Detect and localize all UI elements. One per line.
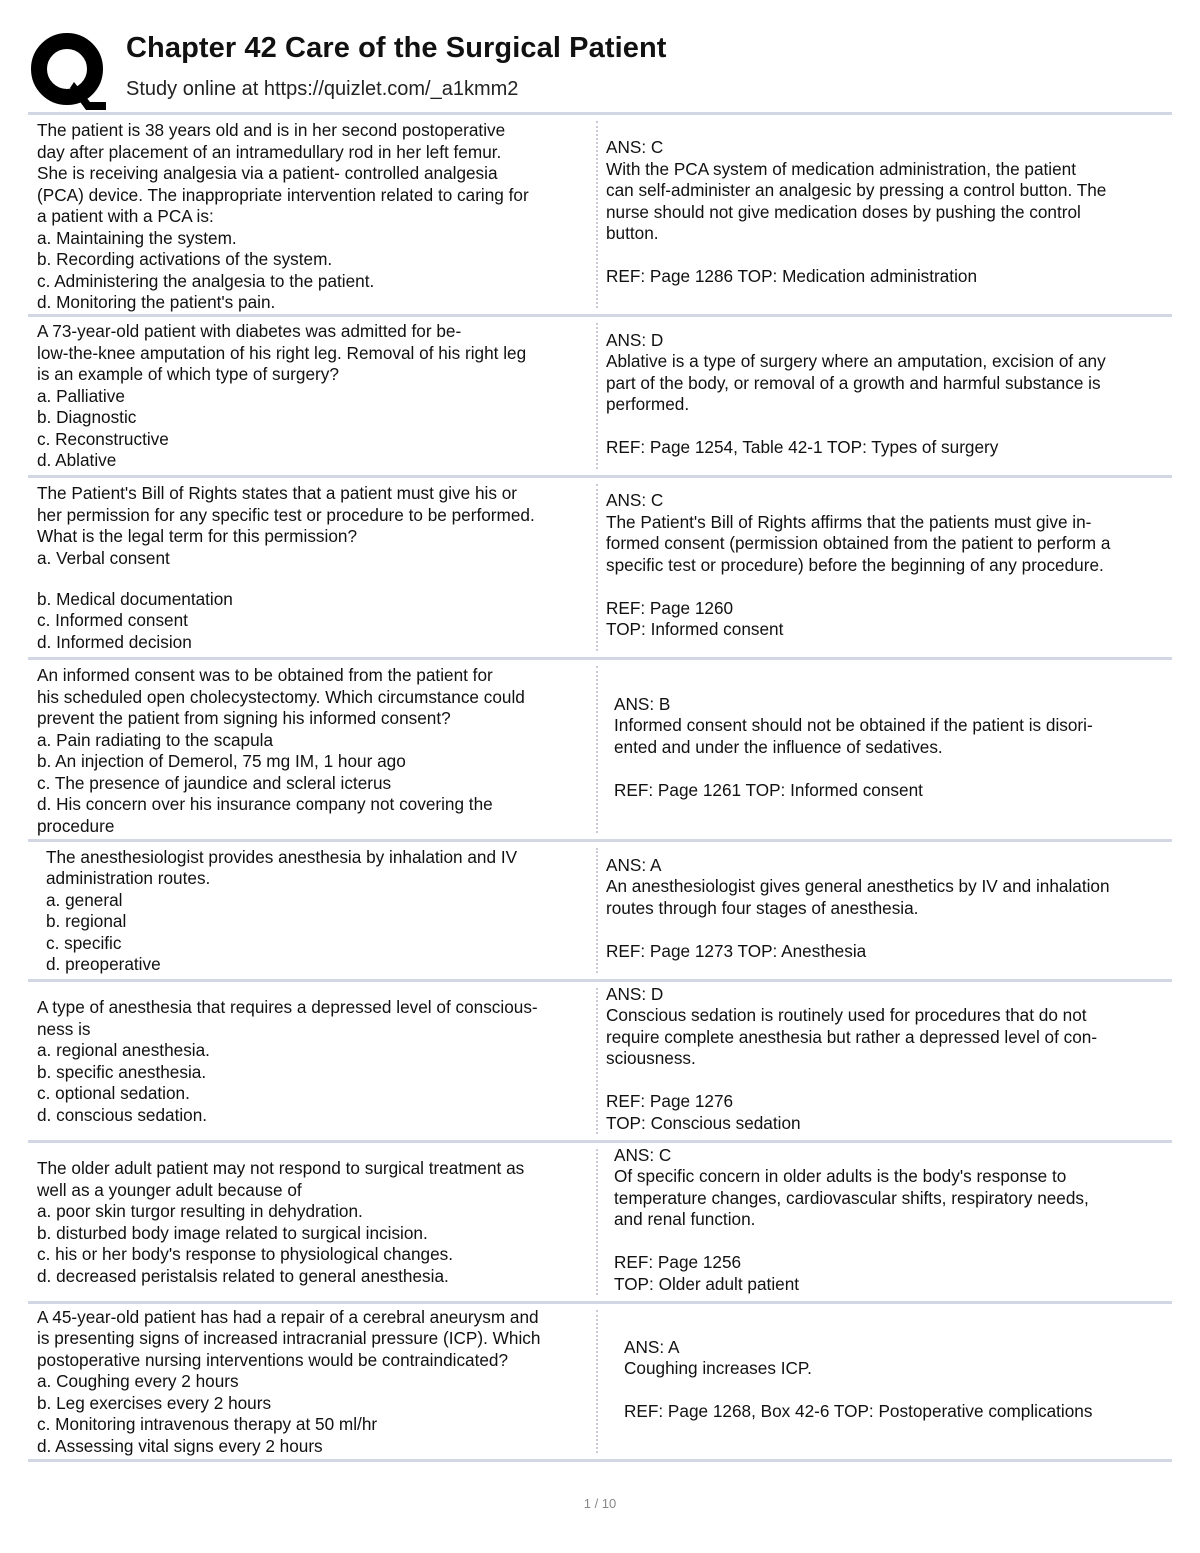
term-line: b. Leg exercises every 2 hours [37, 1392, 272, 1413]
card-term [28, 982, 596, 1140]
term-line: An informed consent was to be obtained from the patient for [37, 665, 493, 685]
term-line: A type of anesthesia that requires a depressed level of conscious- [37, 997, 538, 1017]
card-definition [598, 982, 1172, 1140]
definition-line: temperature changes, cardiovascular shifts, respiratory needs, [614, 1187, 1089, 1208]
flashcard-row [28, 657, 1172, 839]
term-line: c. specific [46, 932, 122, 953]
term-line: his scheduled open cholecystectomy. Which circumstance could [37, 686, 525, 707]
card-definition [598, 660, 1172, 839]
term-line: The anesthesiologist provides anesthesia by inhalation and IV [46, 846, 518, 867]
term-line: d. Informed decision [37, 631, 192, 652]
definition-line: specific test or procedure) before the beginning of any procedure. [606, 554, 1104, 575]
definition-line: Of specific concern in older adults is the body's response to [614, 1166, 1067, 1187]
term-line: b. Recording activations of the system. [37, 249, 333, 269]
definition-line: ANS: B [614, 693, 671, 714]
term-line: a. Maintaining the system. [37, 227, 237, 248]
definition-line: TOP: Informed consent [606, 619, 784, 640]
definition-line: REF: Page 1256 [614, 1252, 742, 1273]
term-line: a. Coughing every 2 hours [37, 1371, 239, 1392]
card-definition [598, 478, 1172, 657]
definition-line: Ablative is a type of surgery where an amputation, excision of any [606, 351, 1106, 371]
definition-line: require complete anesthesia but rather a depressed level of con- [606, 1026, 1098, 1047]
flashcard-row [28, 112, 1172, 314]
term-line: a. general [46, 889, 123, 910]
definition-line: ANS: D [606, 983, 664, 1004]
flashcard-row [28, 839, 1172, 979]
card-term [28, 478, 596, 657]
blank-line [606, 576, 1166, 598]
term-line: c. optional sedation. [37, 1083, 190, 1103]
term-line: What is the legal term for this permission? [37, 526, 357, 546]
term-line: c. Administering the analgesia to the patient. [37, 270, 375, 291]
term-line: The older adult patient may not respond to surgical treatment as [37, 1158, 525, 1178]
definition-line: The Patient's Bill of Rights affirms that the patients must give in- [606, 511, 1092, 532]
term-line: b. specific anesthesia. [37, 1061, 207, 1082]
term-line: The Patient's Bill of Rights states that a patient must give his or [37, 483, 517, 503]
term-line: c. Informed consent [37, 610, 188, 630]
term-line: A 45-year-old patient has had a repair of a cerebral aneurysm and [37, 1306, 539, 1327]
definition-line: routes through four stages of anesthesia. [606, 897, 919, 918]
definition-line: ANS: A [624, 1336, 680, 1357]
definition-line: performed. [606, 394, 690, 414]
term-line: day after placement of an intramedullary rod in her left femur. [37, 141, 502, 162]
card-definition [598, 842, 1172, 979]
definition-line: part of the body, or removal of a growth and harmful substance is [606, 372, 1101, 393]
study-online-link[interactable]: Study online at https://quizlet.com/_a1kmm2 [126, 78, 519, 100]
definition-line: REF: Page 1268, Box 42-6 TOP: Postoperative complications [624, 1401, 1093, 1421]
card-term [28, 317, 596, 475]
term-line: b. disturbed body image related to surgical incision. [37, 1222, 428, 1243]
definition-line: nurse should not give medication doses by pushing the control [606, 201, 1081, 222]
definition-line: REF: Page 1286 TOP: Medication administration [606, 266, 977, 287]
definition-line: sciousness. [606, 1048, 696, 1069]
blank-line [37, 569, 592, 589]
term-line: her permission for any specific test or procedure to be performed. [37, 504, 535, 525]
term-line: d. conscious sedation. [37, 1104, 208, 1125]
card-term [28, 842, 596, 979]
term-line: prevent the patient from signing his informed consent? [37, 708, 451, 728]
term-line: c. his or her body's response to physiological changes. [37, 1244, 454, 1264]
term-line: c. Monitoring intravenous therapy at 50 ml/hr [37, 1414, 378, 1435]
term-line: She is receiving analgesia via a patient- controlled analgesia [37, 163, 498, 183]
flashcard-row [28, 314, 1172, 475]
card-definition [598, 317, 1172, 475]
flashcard-row [28, 1301, 1172, 1462]
definition-line: REF: Page 1273 TOP: Anesthesia [606, 940, 867, 961]
definition-line: With the PCA system of medication administration, the patient [606, 158, 1077, 179]
term-line: administration routes. [46, 868, 211, 888]
term-line: low-the-knee amputation of his right leg. Removal of his right leg [37, 342, 527, 363]
flashcard-row [28, 475, 1172, 657]
term-line: A 73-year-old patient with diabetes was admitted for be- [37, 321, 462, 342]
term-line: d. Monitoring the patient's pain. [37, 292, 276, 312]
term-line: procedure [37, 815, 115, 836]
term-line: d. His concern over his insurance company not covering the [37, 794, 493, 814]
term-line: a. regional anesthesia. [37, 1040, 210, 1060]
term-line: a patient with a PCA is: [37, 206, 214, 226]
term-line: d. Ablative [37, 450, 117, 471]
term-line: is presenting signs of increased intracranial pressure (ICP). Which [37, 1328, 541, 1349]
term-line: a. Palliative [37, 385, 125, 406]
definition-line: and renal function. [614, 1209, 756, 1230]
term-line: postoperative nursing interventions would be contraindicated? [37, 1349, 509, 1370]
flashcard-list [28, 112, 1172, 1462]
term-line: a. poor skin turgor resulting in dehydration. [37, 1201, 363, 1221]
definition-line: An anesthesiologist gives general anesthetics by IV and inhalation [606, 876, 1110, 897]
card-term [28, 115, 596, 314]
term-line: d. preoperative [46, 954, 161, 974]
term-line: ness is [37, 1018, 91, 1039]
card-definition [598, 115, 1172, 314]
card-term [28, 1143, 596, 1301]
definition-line: ANS: C [614, 1144, 672, 1165]
term-line: a. Verbal consent [37, 547, 170, 568]
definition-line: ented and under the influence of sedatives. [614, 736, 943, 757]
definition-line: TOP: Conscious sedation [606, 1112, 801, 1133]
definition-line: REF: Page 1254, Table 42-1 TOP: Types of surgery [606, 437, 999, 457]
page-title: Chapter 42 Care of the Surgical Patient [126, 32, 667, 64]
blank-line [606, 1070, 1166, 1092]
page-number: 1 / 10 [583, 1496, 617, 1511]
card-definition [598, 1143, 1172, 1301]
definition-line: ANS: C [606, 490, 664, 511]
definition-line: ANS: D [606, 329, 664, 350]
term-line: b. Medical documentation [37, 588, 233, 609]
flashcard-row [28, 979, 1172, 1140]
blank-line [606, 919, 1166, 941]
card-term [28, 1304, 596, 1459]
definition-line: can self-administer an analgesic by pressing a control button. The [606, 180, 1107, 201]
definition-line: REF: Page 1260 [606, 597, 734, 618]
definition-line: REF: Page 1261 TOP: Informed consent [614, 779, 923, 800]
blank-line [614, 1231, 1166, 1253]
card-definition [598, 1304, 1172, 1459]
blank-line [624, 1380, 1166, 1402]
definition-line: ANS: C [606, 137, 664, 158]
term-line: is an example of which type of surgery? [37, 364, 339, 385]
definition-line: Informed consent should not be obtained if the patient is disori- [614, 715, 1093, 736]
page-header [28, 28, 1178, 108]
term-line: b. regional [46, 911, 127, 931]
definition-line: ANS: A [606, 854, 662, 875]
quizlet-logo-icon [30, 32, 108, 110]
term-line: d. decreased peristalsis related to general anesthesia. [37, 1265, 449, 1286]
blank-line [606, 416, 1166, 438]
definition-line: button. [606, 223, 659, 244]
term-line: b. Diagnostic [37, 407, 137, 428]
definition-line: Coughing increases ICP. [624, 1358, 812, 1378]
term-line: b. An injection of Demerol, 75 mg IM, 1 hour ago [37, 751, 406, 771]
definition-line: TOP: Older adult patient [614, 1273, 800, 1294]
term-line: a. Pain radiating to the scapula [37, 729, 274, 750]
blank-line [614, 758, 1166, 780]
term-line: d. Assessing vital signs every 2 hours [37, 1435, 323, 1456]
definition-line: REF: Page 1276 [606, 1091, 734, 1112]
definition-line: formed consent (permission obtained from the patient to perform a [606, 533, 1111, 554]
blank-line [606, 245, 1166, 267]
term-line: The patient is 38 years old and is in her second postoperative [37, 120, 506, 140]
definition-line: Conscious sedation is routinely used for procedures that do not [606, 1005, 1087, 1026]
term-line: c. Reconstructive [37, 428, 169, 449]
card-term [28, 660, 596, 839]
term-line: well as a younger adult because of [37, 1179, 302, 1200]
term-line: (PCA) device. The inappropriate intervention related to caring for [37, 184, 529, 205]
flashcard-row [28, 1140, 1172, 1301]
term-line: c. The presence of jaundice and scleral icterus [37, 772, 392, 793]
